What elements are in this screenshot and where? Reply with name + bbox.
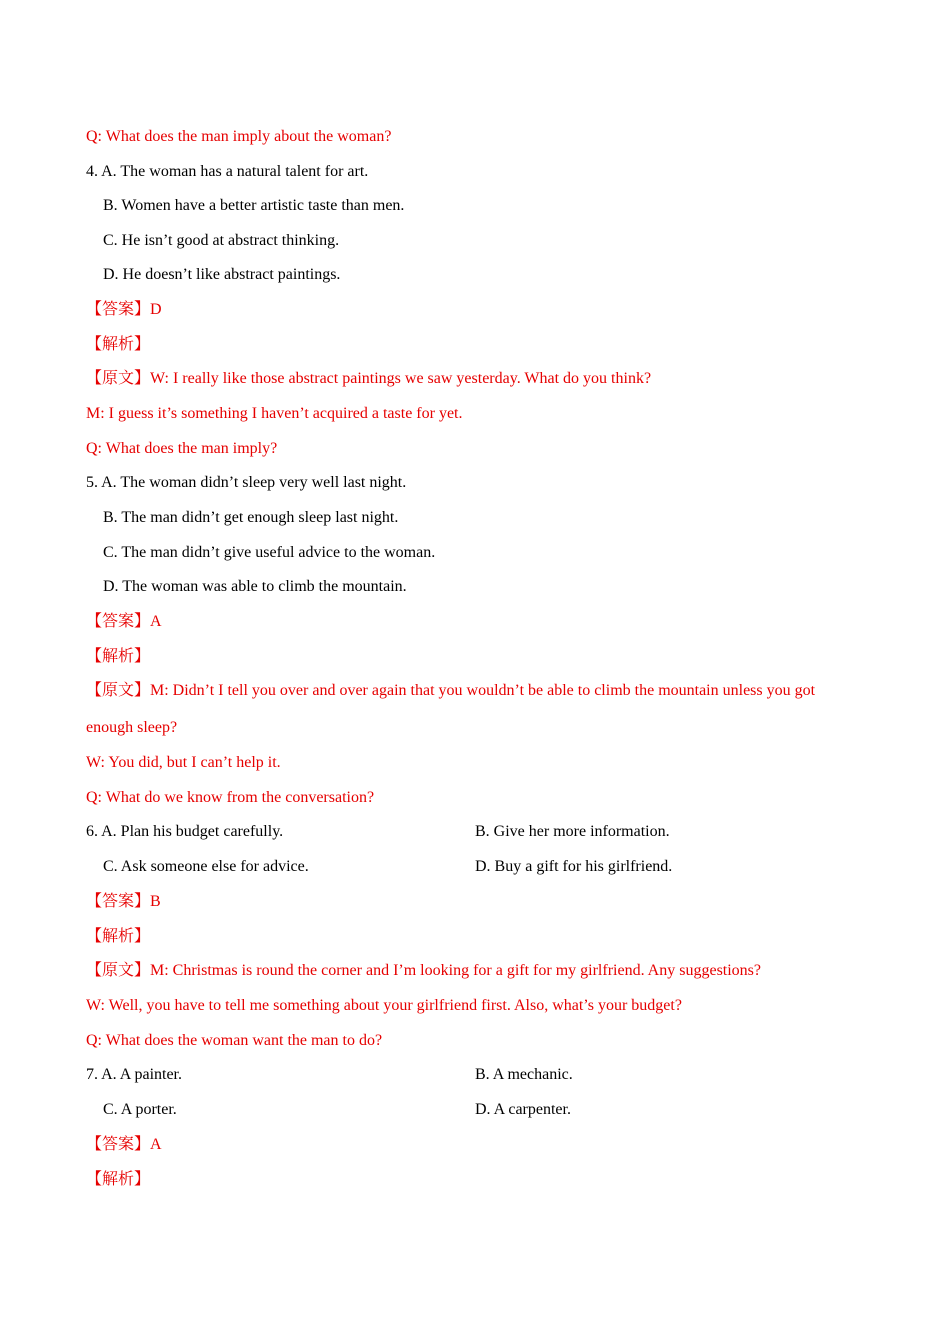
option-b: B. A mechanic. <box>475 1066 573 1083</box>
option-a: 4. A. The woman has a natural talent for art. <box>86 163 369 180</box>
answer-label: 【答案】A <box>86 613 162 630</box>
answer-label: 【答案】D <box>86 301 162 318</box>
option-d: D. Buy a gift for his girlfriend. <box>475 858 673 875</box>
transcript-line: 【原文】W: I really like those abstract paintings we saw yesterday. What do you think? <box>86 370 652 387</box>
option-d: D. The woman was able to climb the mountain. <box>103 578 407 595</box>
analysis-label: 【解析】 <box>86 1171 151 1188</box>
transcript-line: 【原文】M: Christmas is round the corner and I’m looking for a gift for my girlfriend. Any suggestions? <box>86 962 762 979</box>
analysis-label: 【解析】 <box>86 336 151 353</box>
option-b: B. Give her more information. <box>475 823 670 840</box>
option-a: 7. A. A painter. <box>86 1066 182 1083</box>
transcript-line: 【原文】M: Didn’t I tell you over and over again that you wouldn’t be able to climb the mountain unless you got <box>86 682 816 699</box>
option-c: C. He isn’t good at abstract thinking. <box>103 232 340 249</box>
option-b: B. The man didn’t get enough sleep last night. <box>103 509 399 526</box>
transcript-line: W: You did, but I can’t help it. <box>86 754 281 771</box>
question-prompt: Q: What does the man imply about the woman? <box>86 128 392 145</box>
transcript-line: enough sleep? <box>86 719 178 736</box>
option-d: D. A carpenter. <box>475 1101 571 1118</box>
option-c: C. A porter. <box>103 1101 177 1118</box>
option-d: D. He doesn’t like abstract paintings. <box>103 266 341 283</box>
option-c: C. Ask someone else for advice. <box>103 858 309 875</box>
question-prompt: Q: What do we know from the conversation? <box>86 789 375 806</box>
option-b: B. Women have a better artistic taste than men. <box>103 197 405 214</box>
option-a: 6. A. Plan his budget carefully. <box>86 823 284 840</box>
transcript-line: M: I guess it’s something I haven’t acquired a taste for yet. <box>86 405 463 422</box>
answer-label: 【答案】B <box>86 893 161 910</box>
question-prompt: Q: What does the man imply? <box>86 440 278 457</box>
transcript-line: W: Well, you have to tell me something about your girlfriend first. Also, what’s your budget? <box>86 997 682 1014</box>
analysis-label: 【解析】 <box>86 928 151 945</box>
option-c: C. The man didn’t give useful advice to the woman. <box>103 544 436 561</box>
option-a: 5. A. The woman didn’t sleep very well last night. <box>86 474 407 491</box>
question-prompt: Q: What does the woman want the man to do? <box>86 1032 383 1049</box>
analysis-label: 【解析】 <box>86 648 151 665</box>
answer-label: 【答案】A <box>86 1136 162 1153</box>
